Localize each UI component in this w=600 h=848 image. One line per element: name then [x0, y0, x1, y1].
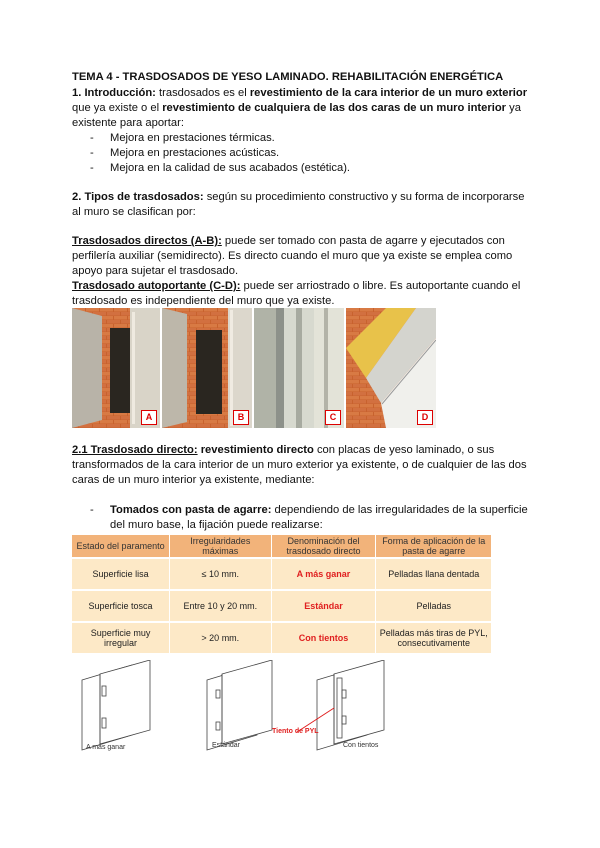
diagram-con-tientos [317, 660, 384, 750]
photo-b [162, 308, 252, 428]
photo-label-b: B [233, 410, 249, 425]
direct-line-3: apoyo para sujetar el trasdosado. [72, 265, 239, 277]
direct-heading: Trasdosados directos (A-B): [72, 235, 222, 247]
intro-line-1 [72, 86, 527, 101]
fixing-diagrams [72, 660, 512, 755]
photo-d [346, 308, 436, 428]
intro-line-3: existente para aportar: [72, 117, 184, 129]
sec21-line-2: transformados de la cara interior de un muro exterior ya existente, o de cualquier de las dos [72, 459, 527, 471]
diagram-estandar [207, 660, 272, 750]
sec21-bold: revestimiento directo [197, 444, 314, 456]
caption-a-mas-ganar: A más ganar [86, 744, 126, 751]
sec21-line-1 [72, 443, 494, 458]
intro-text-3: ya [506, 102, 521, 114]
table-row [72, 558, 492, 590]
direct-line-1 [72, 234, 505, 249]
types-heading: 2. Tipos de trasdosados: [72, 191, 204, 203]
table-cell: Pelladas llana dentada [376, 558, 492, 590]
caption-con-tientos: Con tientos [343, 742, 379, 749]
table-cell: Pelladas más tiras de PYL, consecutivamente [376, 622, 492, 653]
caption-estandar: Estándar [212, 742, 241, 749]
types-text: según su procedimiento constructivo y su forma de incorporarse [203, 191, 525, 203]
photo-c [254, 308, 344, 428]
table-cell: Superficie lisa [72, 558, 170, 590]
adhesive-table [72, 535, 492, 653]
caption-tiento-pyl: Tiento de PYL [272, 728, 319, 735]
diagram-a-mas-ganar [82, 660, 150, 750]
intro-bullet: - Mejora en la calidad de sus acabados (estética). [90, 162, 351, 174]
table-cell: Superficie muy irregular [72, 622, 170, 653]
bullet-pasta-line-2: del muro base, la fijación puede realizarse: [110, 519, 323, 531]
intro-bullet: - Mejora en prestaciones acústicas. [90, 147, 280, 159]
bullet-text: Mejora en la calidad de sus acabados (estética). [110, 162, 351, 174]
intro-heading: 1. Introducción: [72, 87, 156, 99]
direct-text: puede ser tomado con pasta de agarre y ejecutados con [221, 235, 505, 247]
bullet-text: Mejora en prestaciones acústicas. [110, 147, 280, 159]
sec21-heading: 2.1 Trasdosado directo: [72, 444, 198, 456]
bullet-pasta-bold: Tomados con pasta de agarre: [110, 504, 272, 516]
table-header: Estado del paramento [72, 535, 170, 558]
sec21-line-3: caras de un muro interior ya existente, mediante: [72, 474, 315, 486]
page-title: TEMA 4 - TRASDOSADOS DE YESO LAMINADO. REHABILITACIÓN ENERGÉTICA [72, 71, 504, 83]
bullet-pasta-text: dependiendo de las irregularidades de la superficie [271, 504, 528, 516]
selfsup-text: puede ser arriostrado o libre. Es autoportante cuando el [240, 280, 521, 292]
table-cell: ≤ 10 mm. [170, 558, 271, 590]
table-row [72, 622, 492, 653]
direct-line-2: perfilería auxiliar (semidirecto). Es directo cuando el muro que ya existe se emplea como [72, 250, 513, 262]
table-row [72, 590, 492, 622]
table-header: Irregularidades máximas [170, 535, 271, 558]
intro-line-2 [72, 101, 521, 116]
intro-bold-1: revestimiento de la cara interior de un muro exterior [249, 87, 528, 99]
table-cell: Con tientos [271, 622, 376, 653]
bullet-text: Mejora en prestaciones térmicas. [110, 132, 275, 144]
types-line-1 [72, 190, 524, 205]
photo-label-a: A [141, 410, 157, 425]
photo-a [72, 308, 160, 428]
table-cell: > 20 mm. [170, 622, 271, 653]
table-cell: A más ganar [271, 558, 376, 590]
table-header: Denominación del trasdosado directo [271, 535, 376, 558]
table-cell: Pelladas [376, 590, 492, 622]
table-header: Forma de aplicación de la pasta de agarre [376, 535, 492, 558]
table-cell: Entre 10 y 20 mm. [170, 590, 271, 622]
bullet-pasta: - Tomados con pasta de agarre: dependiendo de las irregularidades de la superficie [90, 504, 528, 516]
sec21-text: con placas de yeso laminado, o sus [313, 444, 495, 456]
intro-bullet: - Mejora en prestaciones térmicas. [90, 132, 275, 144]
photo-label-c: C [325, 410, 341, 425]
selfsup-line-1 [72, 279, 520, 294]
table-cell: Estándar [271, 590, 376, 622]
intro-bold-2: revestimiento de cualquiera de las dos caras de un muro interior [162, 102, 507, 114]
selfsup-heading: Trasdosado autoportante (C-D): [72, 280, 241, 292]
intro-text-2: que ya existe o el [72, 102, 163, 114]
types-line-2: al muro se clasifican por: [72, 206, 196, 218]
photo-label-d: D [417, 410, 433, 425]
selfsup-line-2: trasdosado es independiente del muro que ya existe. [72, 295, 335, 307]
intro-text: trasdosados es el [155, 87, 250, 99]
table-cell: Superficie tosca [72, 590, 170, 622]
